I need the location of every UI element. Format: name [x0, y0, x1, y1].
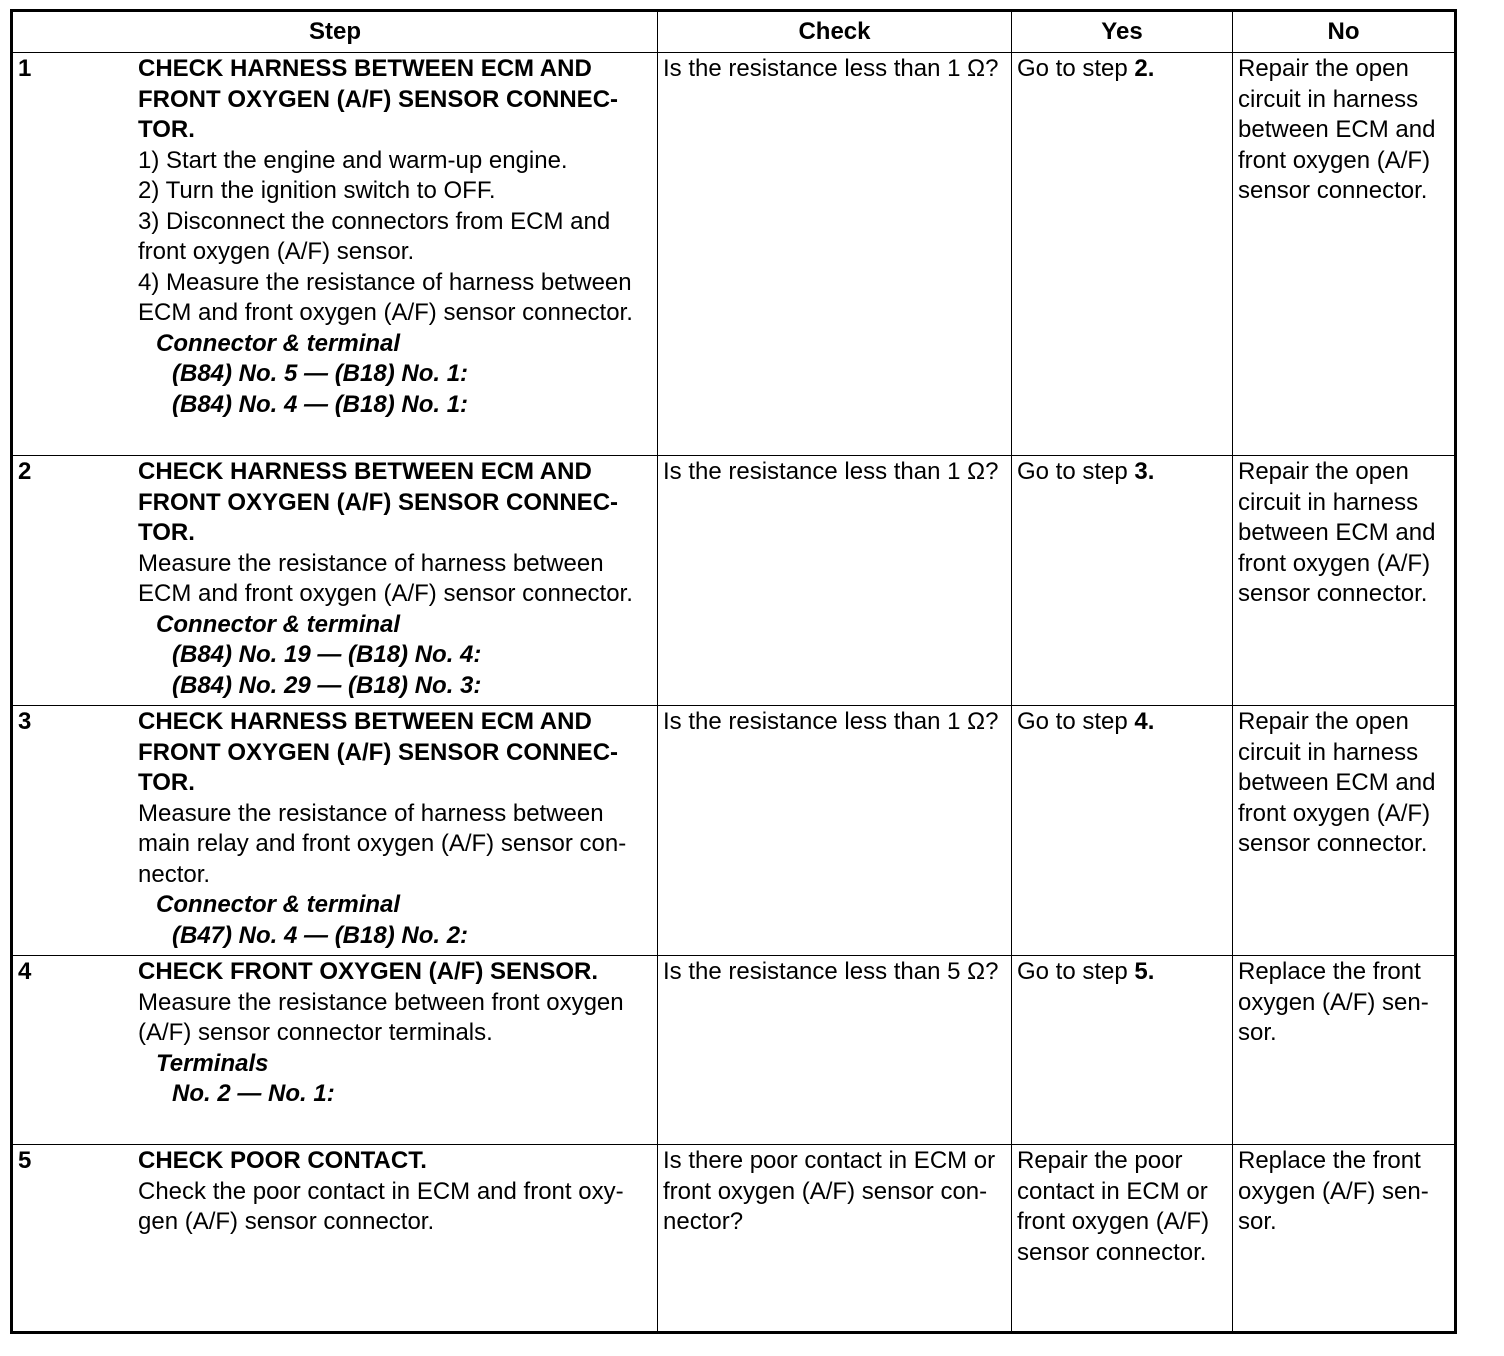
step-instruction: Measure the resistance between front oxygen (A/F) sensor connector terminals. [138, 988, 624, 1046]
yes-cell [1012, 706, 1233, 956]
step-number: 2 [18, 458, 32, 485]
spec-label: Connector & terminal [156, 891, 401, 918]
yes-cell [1012, 53, 1233, 456]
spec-label: Connector & terminal [156, 329, 401, 357]
step-title: CHECK HARNESS BETWEEN ECM AND FRONT OXYGEN (A/F) SENSOR CONNEC-TOR. [138, 458, 619, 546]
table-row [12, 1145, 1456, 1333]
step-body [138, 957, 653, 1110]
check-cell: Is the resistance less than 1 Ω? [658, 53, 1012, 456]
table-row [12, 706, 1456, 956]
step-cell [12, 706, 658, 956]
spec-item: (B84) No. 19 — (B18) No. 4: [172, 641, 482, 668]
step-instruction: 3) Disconnect the connectors from ECM and front oxygen (A/F) sensor. [138, 207, 611, 265]
step-cell-content [13, 956, 657, 1112]
step-number: 4 [18, 958, 32, 985]
step-body [138, 54, 653, 420]
yes-text: Go to step [1017, 55, 1135, 82]
spec-label: Connector & terminal [156, 610, 401, 638]
no-cell: Repair the open circuit in harness between ECM and front oxygen (A/F) sensor connector. [1233, 706, 1456, 956]
table-row [12, 456, 1456, 706]
step-body [138, 707, 653, 951]
yes-step-reference: 2. [1134, 55, 1155, 82]
step-cell-content [13, 706, 657, 953]
step-cell-content [13, 1145, 657, 1240]
header-step: Step [12, 11, 658, 53]
diagnostic-procedure-table [10, 9, 1457, 1334]
yes-text: Repair the poor contact in ECM or front oxygen (A/F) sensor connector. [1017, 1147, 1210, 1266]
yes-text: Go to step [1017, 958, 1135, 985]
step-instruction: Measure the resistance of harness between ECM and front oxygen (A/F) sensor connector. [138, 549, 633, 607]
step-instruction: Check the poor contact in ECM and front oxy-gen (A/F) sensor connector. [138, 1177, 624, 1235]
step-instruction: 2) Turn the ignition switch to OFF. [138, 177, 496, 204]
table-body [12, 53, 1456, 1333]
step-cell-content [13, 53, 657, 422]
header-no: No [1233, 11, 1456, 53]
step-number: 3 [18, 708, 32, 735]
spec-item: (B84) No. 29 — (B18) No. 3: [172, 671, 482, 699]
yes-step-reference: 4. [1134, 708, 1155, 735]
check-cell: Is the resistance less than 1 Ω? [658, 456, 1012, 706]
step-body [138, 457, 653, 701]
no-cell: Repair the open circuit in harness between ECM and front oxygen (A/F) sensor connector. [1233, 53, 1456, 456]
spec-label: Terminals [156, 1049, 269, 1077]
step-number: 5 [18, 1147, 32, 1174]
no-cell: Replace the front oxygen (A/F) sen-sor. [1233, 956, 1456, 1145]
step-instruction: 1) Start the engine and warm-up engine. [138, 146, 568, 174]
no-cell: Replace the front oxygen (A/F) sen-sor. [1233, 1145, 1456, 1333]
yes-text: Go to step [1017, 458, 1135, 485]
check-cell: Is the resistance less than 1 Ω? [658, 706, 1012, 956]
step-title: CHECK HARNESS BETWEEN ECM AND FRONT OXYGEN (A/F) SENSOR CONNEC-TOR. [138, 55, 619, 143]
table-row [12, 956, 1456, 1145]
step-instruction: 4) Measure the resistance of harness between ECM and front oxygen (A/F) sensor connector. [138, 268, 633, 326]
step-cell [12, 956, 658, 1145]
yes-step-reference: 3. [1134, 458, 1155, 485]
step-title: CHECK FRONT OXYGEN (A/F) SENSOR. [138, 958, 599, 985]
yes-step-reference: 5. [1134, 958, 1155, 985]
table-header-row [12, 11, 1456, 53]
table-row [12, 53, 1456, 456]
check-cell: Is the resistance less than 5 Ω? [658, 956, 1012, 1145]
spec-item: (B47) No. 4 — (B18) No. 2: [172, 921, 469, 949]
spec-item: No. 2 — No. 1: [172, 1080, 335, 1107]
step-title: CHECK POOR CONTACT. [138, 1147, 427, 1174]
step-cell-content [13, 456, 657, 703]
step-cell [12, 53, 658, 456]
step-body [138, 1146, 653, 1238]
spec-item: (B84) No. 5 — (B18) No. 1: [172, 360, 469, 387]
step-cell [12, 456, 658, 706]
step-title: CHECK HARNESS BETWEEN ECM AND FRONT OXYGEN (A/F) SENSOR CONNEC-TOR. [138, 708, 619, 796]
spec-item: (B84) No. 4 — (B18) No. 1: [172, 390, 469, 418]
step-instruction: Measure the resistance of harness between main relay and front oxygen (A/F) sensor con-nector. [138, 799, 627, 888]
header-check: Check [658, 11, 1012, 53]
yes-cell [1012, 1145, 1233, 1333]
no-cell: Repair the open circuit in harness between ECM and front oxygen (A/F) sensor connector. [1233, 456, 1456, 706]
yes-text: Go to step [1017, 708, 1135, 735]
step-cell [12, 1145, 658, 1333]
yes-cell [1012, 456, 1233, 706]
diagnostic-procedure-table-container [10, 9, 1454, 1334]
header-yes: Yes [1012, 11, 1233, 53]
step-number: 1 [18, 55, 32, 82]
yes-cell [1012, 956, 1233, 1145]
check-cell: Is there poor contact in ECM or front oxygen (A/F) sensor con-nector? [658, 1145, 1012, 1333]
